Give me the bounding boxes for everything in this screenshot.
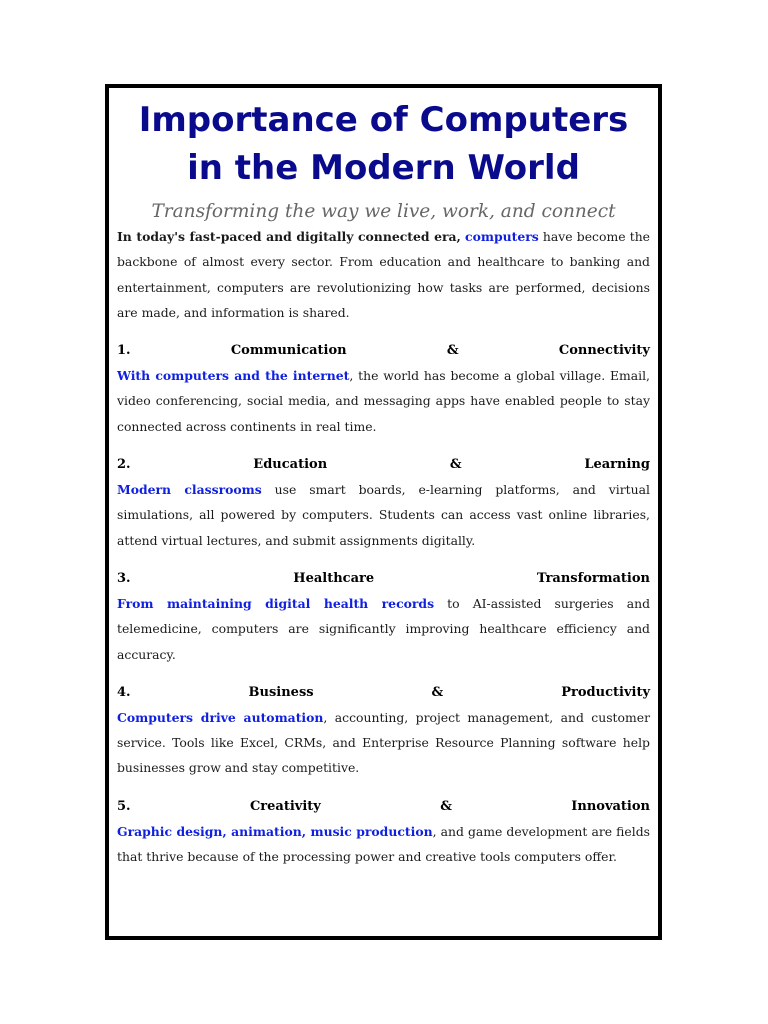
section-highlight: Computers drive automation (117, 709, 324, 725)
document-content (117, 88, 650, 869)
section-title-word: Connectivity (558, 343, 650, 359)
section-title-word: Communication (230, 343, 347, 359)
section-heading (117, 566, 650, 591)
section-paragraph (117, 705, 650, 781)
section-title-word: Learning (584, 457, 650, 473)
section-business (117, 680, 650, 781)
section-number: 3. (117, 570, 131, 586)
page-subtitle: Transforming the way we live, work, and connect (151, 201, 616, 222)
section-number: 5. (117, 798, 131, 814)
section-healthcare (117, 566, 650, 667)
section-heading (117, 680, 650, 705)
section-title-word: Innovation (571, 798, 650, 814)
section-title-word: Healthcare (293, 570, 375, 586)
section-highlight: With computers and the internet (117, 368, 350, 384)
section-paragraph (117, 477, 650, 553)
section-communication (117, 338, 650, 439)
section-text: , accounting, project management, and customer service. Tools like Excel, CRMs, and Enterprise Resource Planning software help businesses grow and stay competitive. (117, 709, 650, 776)
section-highlight: From maintaining digital health records (117, 595, 435, 611)
section-title-word: Education (253, 457, 328, 473)
intro-highlight: computers (465, 229, 539, 244)
section-text: use smart boards, e-learning platforms, and virtual simulations, all powered by computers. Students can access vast online libraries, attend virtual lectures, and submit assignments digitally. (117, 482, 650, 548)
section-title-word: Business (248, 684, 314, 700)
section-text: to AI-assisted surgeries and telemedicine, computers are significantly improving healthcare efficiency and accuracy. (117, 595, 650, 662)
section-education (117, 452, 650, 553)
section-paragraph (117, 363, 650, 439)
section-title-word: Productivity (561, 684, 650, 700)
section-ampersand: & (431, 684, 444, 700)
section-number: 1. (117, 343, 131, 359)
section-heading (117, 794, 650, 819)
section-paragraph (117, 591, 650, 667)
section-title-word: Transformation (536, 570, 650, 586)
section-heading (117, 338, 650, 363)
section-ampersand: & (449, 457, 462, 473)
section-highlight: Modern classrooms (117, 482, 262, 498)
section-number: 4. (117, 684, 131, 700)
section-highlight: Graphic design, animation, music production (117, 823, 433, 839)
intro-lead: In today's fast-paced and digitally connected era, (117, 229, 461, 244)
intro-paragraph (117, 224, 650, 325)
page-title: Importance of Computers in the Modern World (138, 100, 629, 188)
section-text: , and game development are fields that thrive because of the processing power and creative tools computers offer. (117, 823, 650, 865)
section-number: 2. (117, 457, 131, 473)
section-text: , the world has become a global village. Email, video conferencing, social media, and messaging apps have enabled people to stay connected across continents in real time. (117, 368, 650, 434)
document-frame (105, 84, 662, 940)
section-title-word: Creativity (249, 798, 321, 814)
section-creativity (117, 794, 650, 870)
section-ampersand: & (446, 343, 459, 359)
intro-text: have become the backbone of almost every sector. From education and healthcare to banking and entertainment, computers are revolutionizing how tasks are performed, decisions are made, and information is shared. (117, 229, 651, 320)
section-paragraph (117, 819, 650, 870)
section-heading (117, 452, 650, 477)
section-ampersand: & (440, 798, 452, 814)
